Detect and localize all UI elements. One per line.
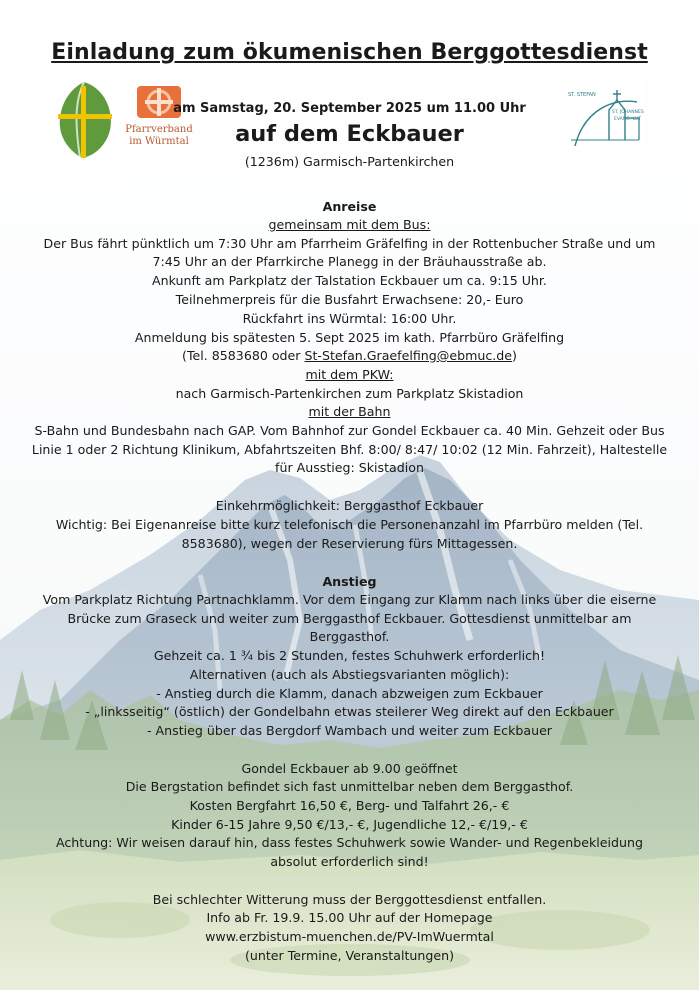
anreise-heading: Anreise [322, 199, 377, 214]
anstieg-line: - Anstieg durch die Klamm, danach abzweigen zum Eckbauer [156, 686, 543, 701]
anstieg-line: Alternativen (auch als Abstiegsvarianten möglich): [189, 667, 510, 682]
contact-line [0, 346, 699, 365]
event-place: auf dem Eckbauer [235, 121, 464, 147]
einkehr-line: Wichtig: Bei Eigenanreise bitte kurz telefonisch die Personenanzahl im Pfarrbüro melden (Tel. [55, 517, 644, 532]
anstieg-line: Vom Parkplatz Richtung Partnachklamm. Vor dem Eingang zur Klamm nach links über die eiserne [42, 592, 657, 607]
church-logo-right-text-2: EVANG.-LUT [614, 117, 641, 122]
bahn-heading: mit der Bahn [308, 404, 391, 419]
anstieg-line: - „linksseitig“ (östlich) der Gondelbahn etwas steilerer Weg direkt auf den Eckbauer [85, 704, 614, 719]
gondel-line: absolut erforderlich sind! [270, 854, 429, 869]
bus-line: Rückfahrt ins Würmtal: 16:00 Uhr. [242, 311, 457, 326]
bus-line: Anmeldung bis spätesten 5. Sept 2025 im kath. Pfarrbüro Gräfelfing [134, 330, 565, 345]
bahn-line: S-Bahn und Bundesbahn nach GAP. Vom Bahnhof zur Gondel Eckbauer ca. 40 Min. Gehzeit oder Bus [34, 423, 665, 438]
email-link[interactable]: St-Stefan.Graefelfing@ebmuc.de [304, 348, 513, 363]
gondel-line: Kinder 6-15 Jahre 9,50 €/13,- €, Jugendliche 12,- €/19,- € [171, 817, 528, 832]
weather-line: Bei schlechter Witterung muss der Berggottesdienst entfallen. [152, 892, 547, 907]
pfarrverband-line2: im Würmtal [129, 136, 189, 147]
bus-line: Der Bus fährt pünktlich um 7:30 Uhr am Pfarrheim Gräfelfing in der Rottenbucher Straße und um [43, 236, 656, 251]
einkehr-line: 8583680), wegen der Reservierung fürs Mittagessen. [181, 536, 518, 551]
event-date: am Samstag, 20. September 2025 um 11.00 Uhr [173, 101, 526, 116]
bus-line: Ankunft am Parkplatz der Talstation Eckbauer um ca. 9:15 Uhr. [152, 273, 547, 288]
event-location: (1236m) Garmisch-Partenkirchen [244, 154, 455, 169]
tel-suffix: ) [512, 348, 517, 363]
anstieg-line: - Anstieg über das Bergdorf Wambach und weiter zum Eckbauer [146, 723, 552, 738]
pkw-heading: mit dem PKW: [305, 367, 394, 382]
homepage-link[interactable]: www.erzbistum-muenchen.de/PV-ImWuermtal [205, 929, 494, 944]
anstieg-line: Gehzeit ca. 1 ¾ bis 2 Stunden, festes Schuhwerk erforderlich! [153, 648, 546, 663]
gondel-line: Achtung: Wir weisen darauf hin, dass festes Schuhwerk sowie Wander- und Regenbekleidung [55, 835, 644, 850]
pfarrverband-line1: Pfarrverband [125, 124, 193, 135]
bus-line: 7:45 Uhr an der Pfarrkirche Planegg in der Bräuhausstraße ab. [152, 254, 547, 269]
tel-prefix: (Tel. 8583680 oder [182, 348, 305, 363]
gondel-line: Gondel Eckbauer ab 9.00 geöffnet [241, 761, 458, 776]
bus-heading: gemeinsam mit dem Bus: [268, 217, 431, 232]
gondel-line: Kosten Bergfahrt 16,50 €, Berg- und Talfahrt 26,- € [189, 798, 510, 813]
church-logo-left-text: ST. STEFAN [568, 92, 596, 98]
bahn-line: Linie 1 oder 2 Richtung Klinikum, Abfahrtszeiten Bhf. 8:00/ 8:47/ 10:02 (12 Min. Fahrzeit), Haltestelle [31, 442, 668, 457]
anstieg-line: Brücke zum Graseck und weiter zum Berggasthof Eckbauer. Gottesdienst unmittelbar am [67, 611, 632, 626]
pkw-line: nach Garmisch-Partenkirchen zum Parkplatz Skistadion [175, 386, 524, 401]
einkehr-line: Einkehrmöglichkeit: Berggasthof Eckbauer [215, 498, 484, 513]
bus-line: Teilnehmerpreis für die Busfahrt Erwachsene: 20,- Euro [175, 292, 524, 307]
anstieg-line: Berggasthof. [309, 629, 390, 644]
church-logo-right-text-1: ST. JOHANNES [612, 110, 644, 115]
anstieg-heading: Anstieg [322, 574, 377, 589]
bahn-line: für Ausstieg: Skistadion [275, 460, 424, 475]
weather-line: (unter Termine, Veranstaltungen) [244, 948, 455, 963]
gondel-line: Die Bergstation befindet sich fast unmittelbar neben dem Berggasthof. [125, 779, 574, 794]
weather-line: Info ab Fr. 19.9. 15.00 Uhr auf der Homepage [206, 910, 493, 925]
page-title: Einladung zum ökumenischen Berggottesdienst [51, 40, 648, 65]
